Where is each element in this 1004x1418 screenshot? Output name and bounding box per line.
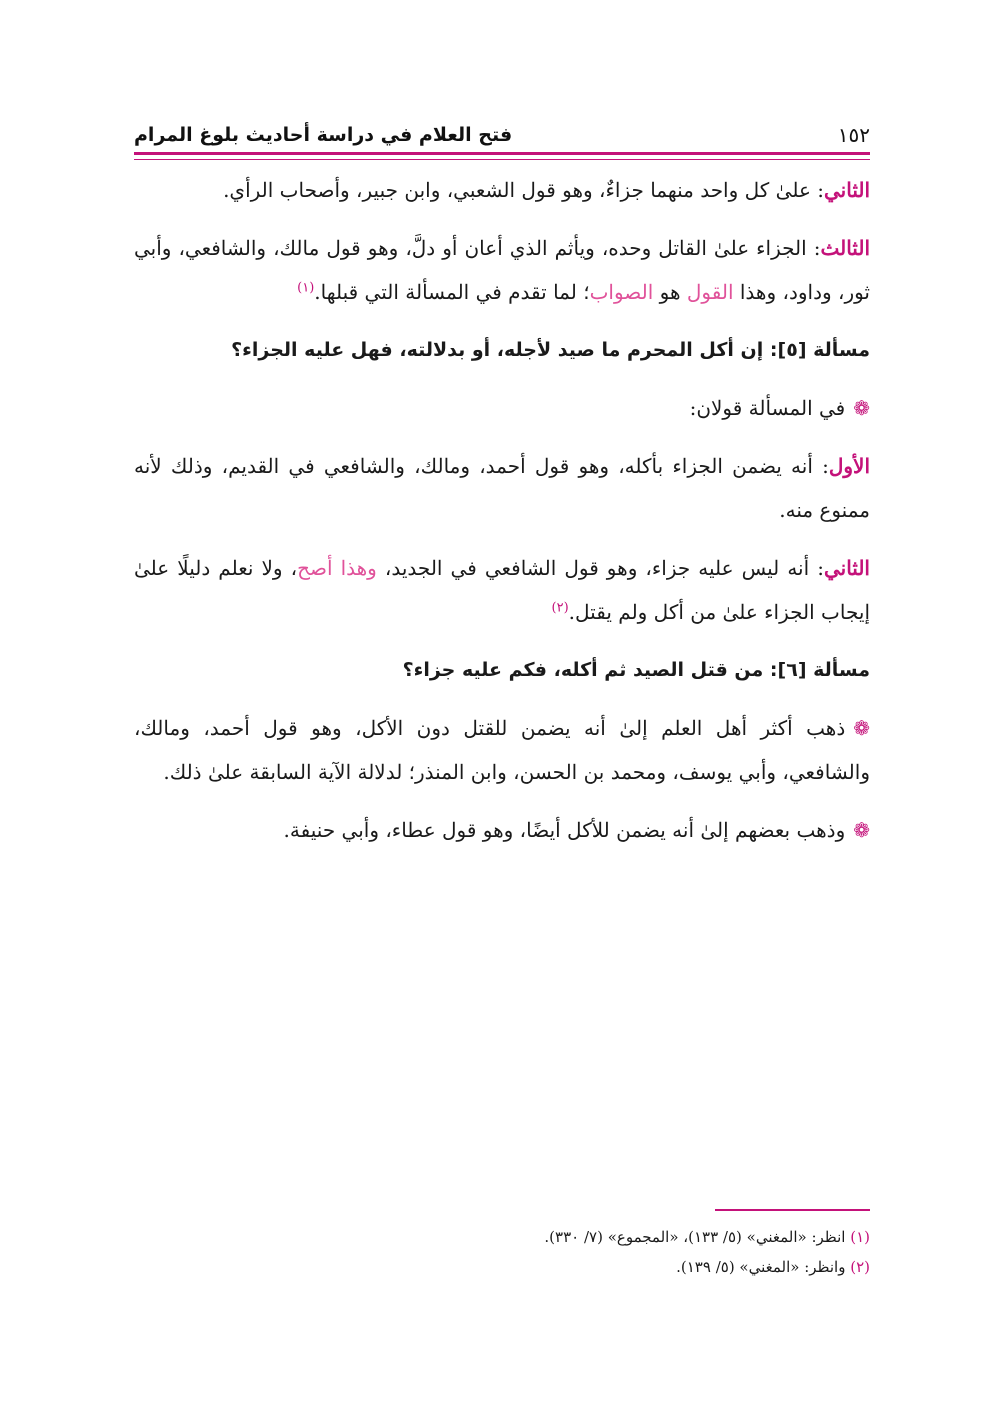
page-header <box>134 118 870 152</box>
issue-title: إن أكل المحرم ما صيد لأجله، أو بدلالته، فهل عليه الجزاء؟ <box>231 339 770 361</box>
paragraph-text: : علىٰ كل واحد منهما جزاءٌ، وهو قول الشعبي، وابن جبير، وأصحاب الرأي. <box>223 178 824 202</box>
paragraph-label: الثالث <box>820 236 870 260</box>
flower-icon: ❁ <box>853 716 870 740</box>
paragraph-label: الثاني <box>823 178 870 202</box>
paragraph-text: : أنه يضمن الجزاء بأكله، وهو قول أحمد، ومالك، والشافعي في القديم، وذلك لأنه ممنوع منه. <box>134 454 870 522</box>
issue-title: من قتل الصيد ثم أكله، فكم عليه جزاء؟ <box>402 659 770 681</box>
paragraph-text: في المسألة قولان: <box>689 396 846 420</box>
issue-label: مسألة [٥]: <box>769 339 870 361</box>
paragraph-majority-view <box>134 706 870 794</box>
footnote-number: (٢) <box>850 1258 870 1276</box>
flower-icon: ❁ <box>853 396 870 420</box>
running-title: فتح العلام في دراسة أحاديث بلوغ المرام <box>134 124 513 146</box>
footnote-2 <box>134 1252 870 1282</box>
header-rule-thin <box>134 159 870 160</box>
footnote-separator <box>715 1209 870 1211</box>
paragraph-second-opinion <box>134 168 870 212</box>
page-number: ١٥٢ <box>837 123 870 147</box>
paragraph-text: هو <box>653 280 687 304</box>
footnote-number: (١) <box>850 1228 870 1246</box>
highlighted-word: الصواب <box>589 280 654 304</box>
flower-icon: ❁ <box>853 818 870 842</box>
paragraph-text: وذهب بعضهم إلىٰ أنه يضمن للأكل أيضًا، وهو قول عطاء، وأبي حنيفة. <box>283 818 846 842</box>
highlighted-word: القول <box>686 280 734 304</box>
issue-heading-6 <box>134 648 870 692</box>
footnote-ref[interactable]: (٢) <box>551 600 569 616</box>
paragraph-third-opinion <box>134 226 870 314</box>
paragraph-minority-view <box>134 808 870 852</box>
paragraph-text: ؛ لما تقدم في المسألة التي قبلها. <box>314 280 590 304</box>
paragraph-text: ، ولا نعلم دليلًا علىٰ إيجاب الجزاء علىٰ من أكل ولم يقتل. <box>134 556 870 624</box>
paragraph-text: ذهب أكثر أهل العلم إلىٰ أنه يضمن للقتل دون الأكل، وهو قول أحمد، ومالك، والشافعي، وأبي يوسف، ومحمد بن الحسن، وابن المنذر؛ لدلالة الآية السابقة علىٰ ذلك. <box>134 716 870 784</box>
paragraph-text: : الجزاء علىٰ القاتل وحده، ويأثم الذي أعان أو دلَّ، وهو قول مالك، والشافعي، وأبي ثور، وداود، وهذا <box>134 236 870 304</box>
header-rule-thick <box>134 152 870 155</box>
footnote-text: وانظر: «المغني» (٥/ ١٣٩). <box>676 1258 851 1276</box>
footnote-1 <box>134 1222 870 1252</box>
paragraph-two-opinions <box>134 386 870 430</box>
footnote-text: انظر: «المغني» (٥/ ١٣٣)، «المجموع» (٧/ ٣٣٠). <box>544 1228 851 1246</box>
page-body <box>134 168 870 866</box>
paragraph-text: : أنه ليس عليه جزاء، وهو قول الشافعي في الجديد، <box>376 556 824 580</box>
paragraph-label: الأول <box>828 454 870 478</box>
issue-heading-5 <box>134 328 870 372</box>
highlighted-phrase: وهذا أصح <box>297 556 377 580</box>
paragraph-label: الثاني <box>823 556 870 580</box>
paragraph-second-opinion-b <box>134 546 870 634</box>
paragraph-first-opinion <box>134 444 870 532</box>
footnote-ref[interactable]: (١) <box>297 280 315 296</box>
footnotes <box>134 1222 870 1282</box>
issue-label: مسألة [٦]: <box>769 659 870 681</box>
